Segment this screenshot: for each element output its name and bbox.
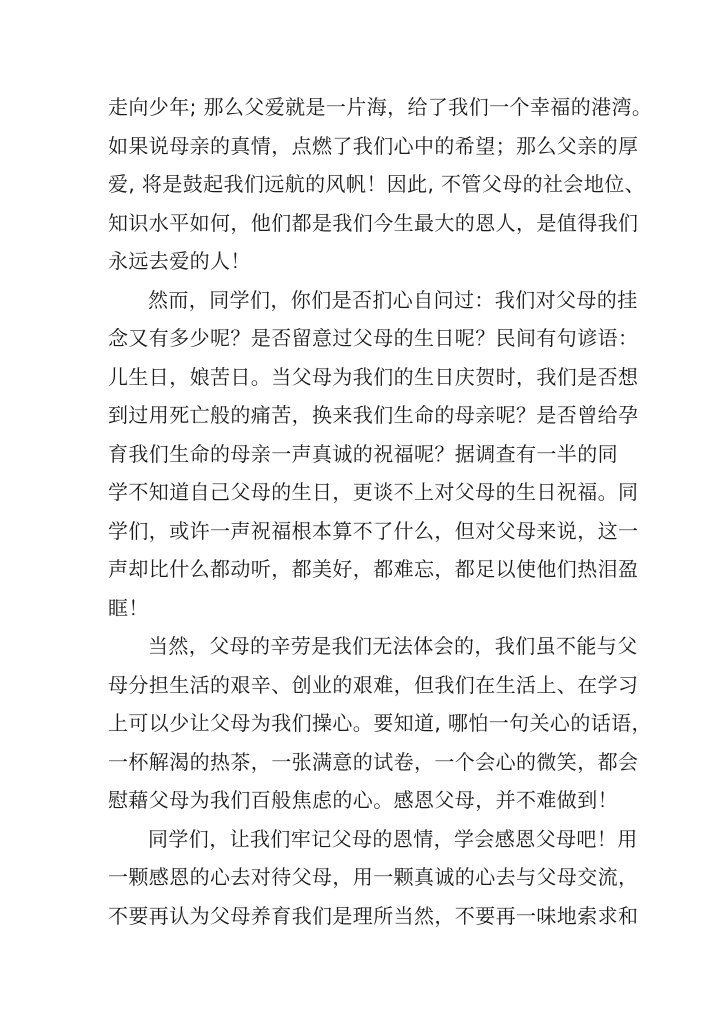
text-line: 一杯解渴的热茶，一张满意的试卷，一个会心的微笑，都会 xyxy=(108,749,639,774)
text-line: 爱, 将是鼓起我们远航的风帆！因此, 不管父母的社会地位、 xyxy=(108,172,646,196)
text-line: 眶！ xyxy=(108,595,149,620)
text-line: 上可以少让父母为我们操心。要知道, 哪怕一句关心的话语， xyxy=(108,711,652,735)
document-body-text xyxy=(108,88,653,935)
paragraph-start-line: 当然，父母的辛劳是我们无法体会的，我们虽不能与父 xyxy=(148,634,638,658)
text-line: 知识水平如何，他们都是我们今生最大的恩人，是值得我们 xyxy=(108,210,639,235)
text-line: 学不知道自己父母的生日，更谈不上对父母的生日祝福。同 xyxy=(108,480,639,504)
text-line: 一颗感恩的心去对待父母，用一颗真诚的心去与父母交流， xyxy=(108,865,639,889)
text-line: 不要再认为父母养育我们是理所当然，不要再一味地索求和 xyxy=(108,903,639,928)
paragraph-start-line: 然而，同学们，你们是否扪心自问过：我们对父母的挂 xyxy=(148,287,638,312)
text-line: 儿生日，娘苦日。当父母为我们的生日庆贺时，我们是否想 xyxy=(108,364,639,389)
text-line: 念又有多少呢？是否留意过父母的生日呢？民间有句谚语： xyxy=(108,326,639,350)
text-line: 学们，或许一声祝福根本算不了什么，但对父母来说，这一 xyxy=(108,518,639,543)
text-line: 永远去爱的人！ xyxy=(108,249,251,273)
text-line: 声却比什么都动听，都美好，都难忘，都足以使他们热泪盈 xyxy=(108,557,639,581)
text-line: 慰藉父母为我们百般焦虑的心。感恩父母，并不难做到！ xyxy=(108,788,618,812)
text-line: 如果说母亲的真情，点燃了我们心中的希望；那么父亲的厚 xyxy=(108,133,639,158)
paragraph-start-line: 同学们，让我们牢记父母的恩情，学会感恩父母吧！用 xyxy=(148,826,638,851)
text-line: 到过用死亡般的痛苦，换来我们生命的母亲呢？是否曾给孕 xyxy=(108,403,639,427)
text-line: 育我们生命的母亲一声真诚的祝福呢？据调查有一半的同 xyxy=(108,441,618,466)
text-line: 母分担生活的艰辛、创业的艰难，但我们在生活上、在学习 xyxy=(108,672,639,697)
text-line: 走向少年; 那么父爱就是一片海，给了我们一个幸福的港湾。 xyxy=(108,95,653,119)
